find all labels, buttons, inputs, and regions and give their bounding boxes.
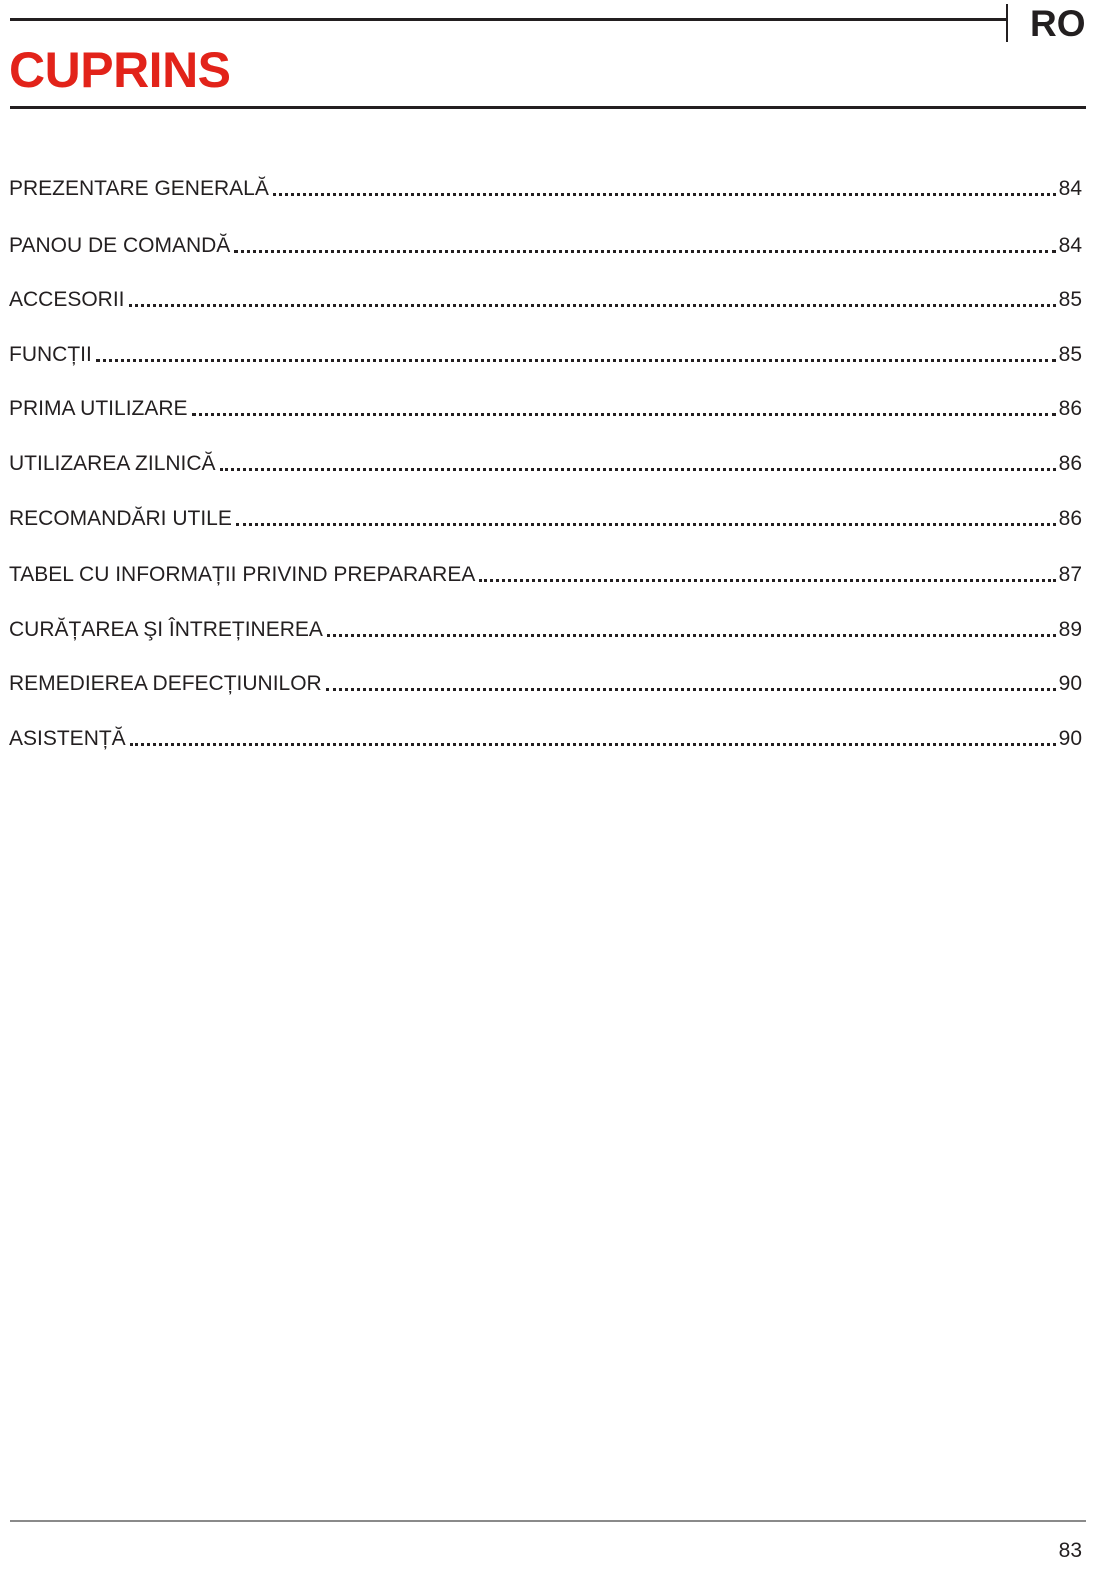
toc-item-functii[interactable] bbox=[9, 338, 1082, 368]
toc-dot-leader bbox=[234, 250, 1055, 253]
toc-dot-leader bbox=[192, 413, 1056, 416]
toc-item-page: 86 bbox=[1058, 397, 1082, 420]
title-rule bbox=[10, 106, 1086, 109]
toc-item-label: REMEDIEREA DEFECȚIUNILOR bbox=[9, 672, 322, 695]
toc-item-page: 89 bbox=[1058, 618, 1082, 641]
page-number: 83 bbox=[1058, 1539, 1082, 1562]
page-title: CUPRINS bbox=[9, 42, 231, 98]
toc-dot-leader bbox=[326, 688, 1056, 691]
toc-item-curatarea-si-intretinerea[interactable] bbox=[9, 613, 1082, 643]
toc-dot-leader bbox=[129, 304, 1056, 307]
toc-item-label: FUNCȚII bbox=[9, 343, 92, 366]
toc-item-label: PANOU DE COMANDĂ bbox=[9, 234, 231, 257]
toc-item-asistenta[interactable] bbox=[9, 722, 1082, 752]
toc-item-page: 86 bbox=[1058, 452, 1082, 475]
toc-item-page: 90 bbox=[1058, 672, 1082, 695]
toc-dot-leader bbox=[479, 579, 1055, 582]
toc-item-prezentare-generala[interactable] bbox=[9, 172, 1082, 202]
toc-item-page: 86 bbox=[1058, 507, 1082, 530]
toc-item-recomandari-utile[interactable] bbox=[9, 502, 1082, 532]
toc-dot-leader bbox=[273, 193, 1056, 196]
toc-item-tabel-informatii[interactable] bbox=[9, 558, 1082, 588]
toc-item-label: PREZENTARE GENERALĂ bbox=[9, 177, 269, 200]
toc-dot-leader bbox=[327, 634, 1056, 637]
toc-item-page: 84 bbox=[1058, 177, 1082, 200]
toc-dot-leader bbox=[236, 523, 1056, 526]
toc-item-page: 87 bbox=[1058, 563, 1082, 586]
toc-item-label: TABEL CU INFORMAȚII PRIVIND PREPARAREA bbox=[9, 563, 476, 586]
toc-item-label: ACCESORII bbox=[9, 288, 125, 311]
toc-item-page: 90 bbox=[1058, 727, 1082, 750]
toc-item-page: 85 bbox=[1058, 288, 1082, 311]
toc-item-page: 85 bbox=[1058, 343, 1082, 366]
toc-item-prima-utilizare[interactable] bbox=[9, 392, 1082, 422]
language-code: RO bbox=[1030, 3, 1086, 44]
toc-item-label: UTILIZAREA ZILNICĂ bbox=[9, 452, 216, 475]
toc-item-label: PRIMA UTILIZARE bbox=[9, 397, 188, 420]
toc-dot-leader bbox=[130, 743, 1056, 746]
toc-item-panou-de-comanda[interactable] bbox=[9, 229, 1082, 259]
toc-item-page: 84 bbox=[1058, 234, 1082, 257]
language-divider bbox=[1006, 4, 1008, 42]
header-top-rule bbox=[10, 18, 1007, 21]
toc-item-label: CURĂȚAREA ŞI ÎNTREȚINEREA bbox=[9, 618, 323, 641]
toc-item-remedierea-defectiunilor[interactable] bbox=[9, 667, 1082, 697]
toc-dot-leader bbox=[220, 468, 1056, 471]
toc-item-label: ASISTENȚĂ bbox=[9, 727, 126, 750]
toc-item-label: RECOMANDĂRI UTILE bbox=[9, 507, 232, 530]
toc-item-accesorii[interactable] bbox=[9, 283, 1082, 313]
footer-rule bbox=[10, 1520, 1086, 1522]
toc-item-utilizarea-zilnica[interactable] bbox=[9, 447, 1082, 477]
toc-dot-leader bbox=[96, 359, 1056, 362]
